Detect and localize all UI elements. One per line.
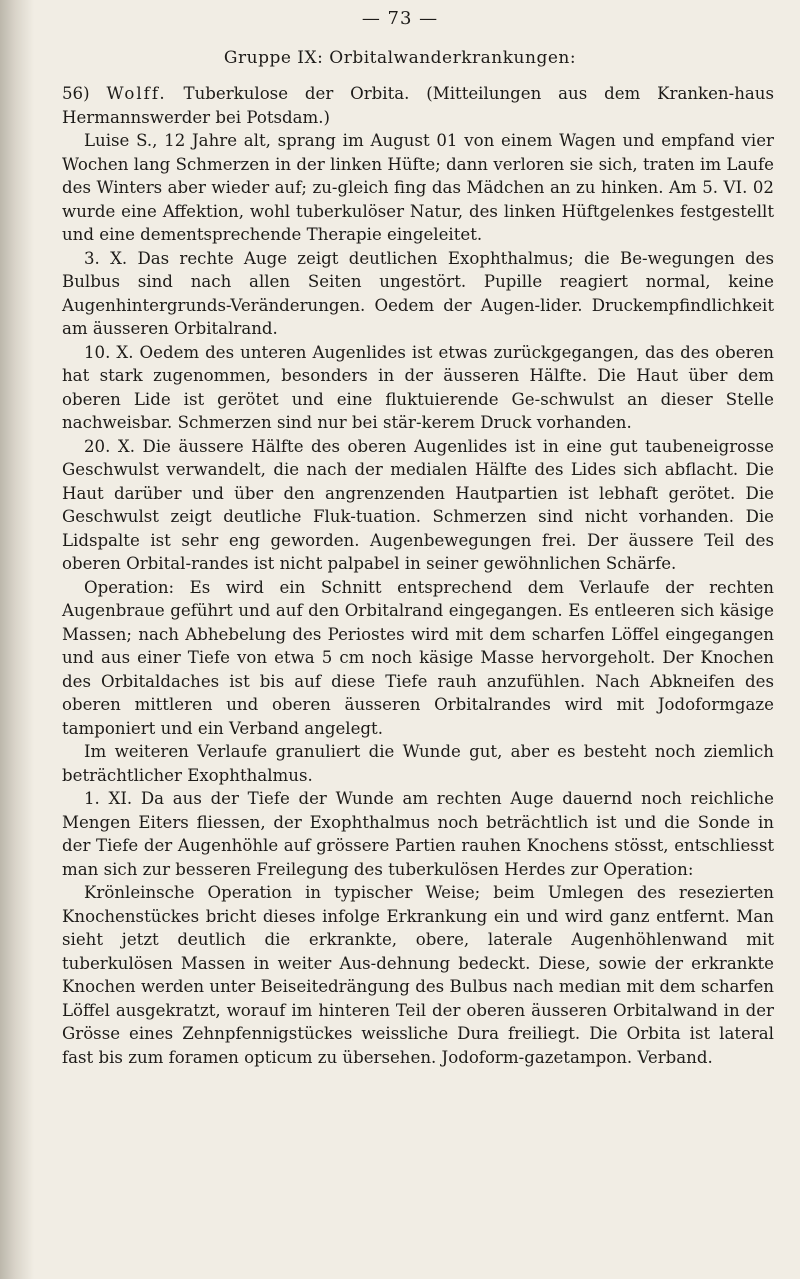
case-author: Wolff. <box>106 84 167 103</box>
paragraph-1-xi: 1. XI. Da aus der Tiefe der Wunde am rechten Auge dauernd noch reichliche Mengen Eiters fliessen, der Exophthalmus noch beträchtlich ist und die Sonde in der Tiefe der Augenhöhle auf grössere Partien rauhen Knochens stösst, entschliesst man sich zur besseren Freilegung des tuberkulösen Herdes zur Operation: <box>62 789 774 879</box>
paragraph-10-x: 10. X. Oedem des unteren Augenlides ist etwas zurückgegangen, das des oberen hat stark zugenommen, besonders in der äusseren Hälfte. Die Haut über dem oberen Lide ist gerötet und eine fluktuierende Ge-schwulst an dieser Stelle nachweisbar. Schmerzen sind nur bei stär-kerem Druck vorhanden. <box>62 342 774 432</box>
paragraph-20-x: 20. X. Die äussere Hälfte des oberen Augenlides ist in eine gut taubeneigrosse Geschwulst verwandelt, die nach der medialen Hälfte des Lides sich abflacht. Die Haut darüber und über den angrenzenden Hautpartien ist lebhaft gerötet. Die Geschwulst zeigt deutliche Fluk-tuation. Schmerzen sind nicht vorhanden. Die Lidspalte ist sehr eng geworden. Augenbewegungen frei. Der äussere Teil des oberen Orbital-randes ist nicht palpabel in seiner gewöhnlichen Schärfe. <box>62 436 774 573</box>
page-number: — 73 — <box>361 8 439 29</box>
case-header <box>62 82 774 129</box>
page-edge-shadow <box>0 0 34 1279</box>
paragraph-operation: Operation: Es wird ein Schnitt entsprechend dem Verlaufe der rechten Augenbraue geführt und auf den Orbitalrand eingegangen. Es entleeren sich käsige Massen; nach Abhebelung des Periostes wird mit dem scharfen Löffel eingegangen und aus einer Tiefe von etwa 5 cm noch käsige Masse hervorgeholt. Der Knochen des Orbitaldaches ist bis auf diese Tiefe rauh anzufühlen. Nach Abkneifen des oberen mittleren und oberen äusseren Orbitalrandes wird mit Jodoformgaze tamponiert und ein Verband angelegt. <box>62 577 774 738</box>
case-intro: Tuberkulose der Orbita. (Mitteilungen aus dem Kranken-haus Hermannswerder bei Potsdam.) <box>62 84 774 127</box>
paragraph-kroenlein: Krönleinsche Operation in typischer Weise; beim Umlegen des resezierten Knochenstückes bricht dieses infolge Erkrankung ein und wird ganz entfernt. Man sieht jetzt deutlich die erkrankte, obere, laterale Augenhöhlenwand mit tuberkulösen Massen in weiter Aus-dehnung bedeckt. Diese, sowie der erkrankte Knochen werden unter Beiseitedrängung des Bulbus nach median mit dem scharfen Löffel ausgekratzt, worauf im hinteren Teil der oberen äusseren Orbitalwand in der Grösse eines Zehnpfennigstückes weissliche Dura freiliegt. Die Orbita ist lateral fast bis zum foramen opticum zu übersehen. Jodoform-gazetampon. Verband. <box>62 883 774 1067</box>
body-text <box>62 82 774 1069</box>
case-number: 56) <box>62 84 90 103</box>
section-heading: Gruppe IX: Orbitalwanderkrankungen: <box>223 48 577 68</box>
paragraph-3-x: 3. X. Das rechte Auge zeigt deutlichen Exophthalmus; die Be-wegungen des Bulbus sind nach allen Seiten ungestört. Pupille reagiert normal, keine Augenhintergrunds-Veränderungen. Oedem der Augen-lider. Druckempfindlichkeit am äusseren Orbitalrand. <box>62 248 774 338</box>
paragraph-history: Luise S., 12 Jahre alt, sprang im August 01 von einem Wagen und empfand vier Wochen lang Schmerzen in der linken Hüfte; dann verloren sie sich, traten im Laufe des Winters aber wieder auf; zu-gleich fing das Mädchen an zu hinken. Am 5. VI. 02 wurde eine Affektion, wohl tuberkulöser Natur, des linken Hüftgelenkes festgestellt und eine dementsprechende Therapie eingeleitet. <box>62 131 774 244</box>
paragraph-course: Im weiteren Verlaufe granuliert die Wunde gut, aber es besteht noch ziemlich beträchtlicher Exophthalmus. <box>62 742 774 785</box>
